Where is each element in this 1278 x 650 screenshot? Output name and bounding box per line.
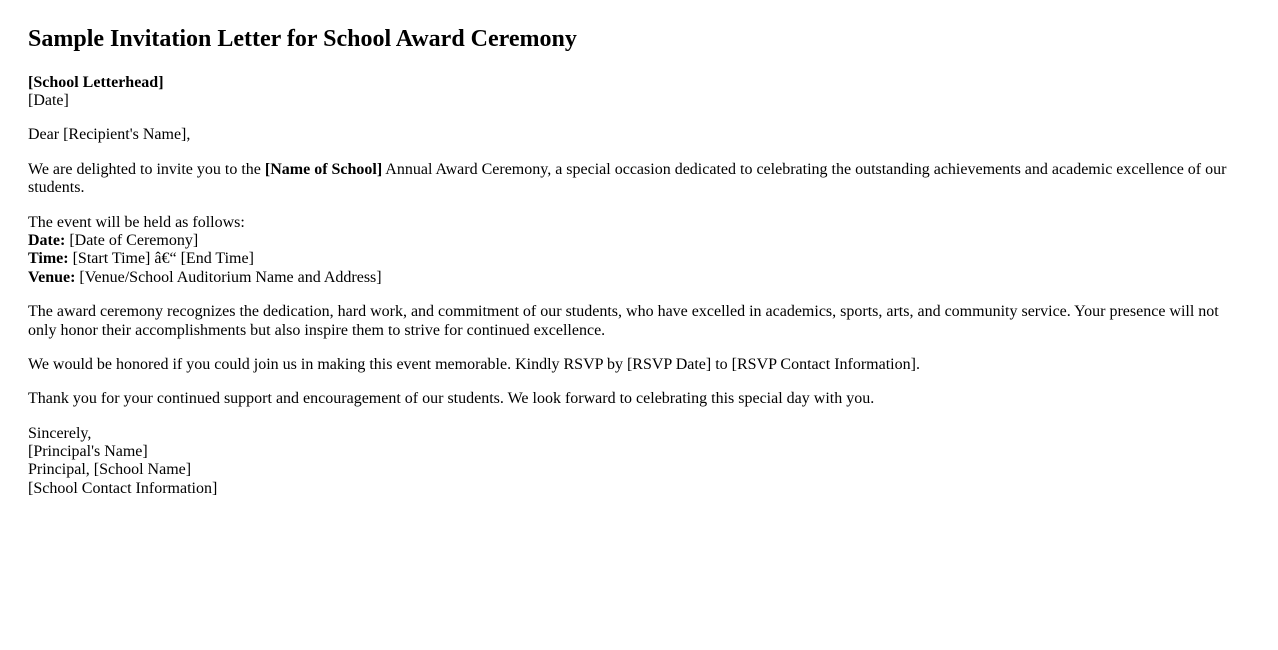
thanks-paragraph: Thank you for your continued support and encouragement of our students. We look forward to celebrating this special day with you. — [28, 390, 875, 408]
body-paragraph: The award ceremony recognizes the dedication, hard work, and commitment of our students, who have excelled in academics, sports, arts, and community service. Your presence will not only honor their accomplishments but also inspire them to strive for continued excellence. — [28, 303, 1219, 339]
closing-principal-name: [Principal's Name] — [28, 443, 148, 461]
event-details-heading: The event will be held as follows: — [28, 213, 245, 231]
event-venue-value: [Venue/School Auditorium Name and Address] — [75, 268, 382, 286]
event-time-value: [Start Time] â€“ [End Time] — [68, 250, 254, 268]
closing-principal-title: Principal, [School Name] — [28, 461, 192, 479]
intro-paragraph — [28, 161, 1250, 198]
intro-text-post: Annual Award Ceremony, a special occasion dedicated to celebrating the outstanding achievements and academic excellence of our students. — [28, 160, 1227, 197]
page-title: Sample Invitation Letter for School Award Ceremony — [28, 26, 577, 52]
closing-sincerely: Sincerely, — [28, 424, 92, 442]
event-date-value: [Date of Ceremony] — [65, 231, 199, 249]
date-placeholder: [Date] — [28, 91, 69, 109]
event-date-label: Date: — [28, 231, 66, 249]
closing-contact: [School Contact Information] — [28, 479, 218, 497]
school-name-placeholder: [Name of School] — [264, 160, 383, 178]
rsvp-paragraph: We would be honored if you could join us in making this event memorable. Kindly RSVP by [RSVP Date] to [RSVP Contact Information]. — [28, 355, 920, 373]
event-time-label: Time: — [28, 250, 69, 268]
letterhead-placeholder: [School Letterhead] — [28, 73, 164, 91]
closing-block — [28, 425, 1250, 499]
salutation-line: Dear [Recipient's Name], — [28, 126, 191, 144]
intro-text-pre: We are delighted to invite you to the — [28, 160, 265, 178]
letterhead-block — [28, 74, 1250, 111]
event-venue-label: Venue: — [28, 268, 76, 286]
event-details-block — [28, 214, 1250, 288]
